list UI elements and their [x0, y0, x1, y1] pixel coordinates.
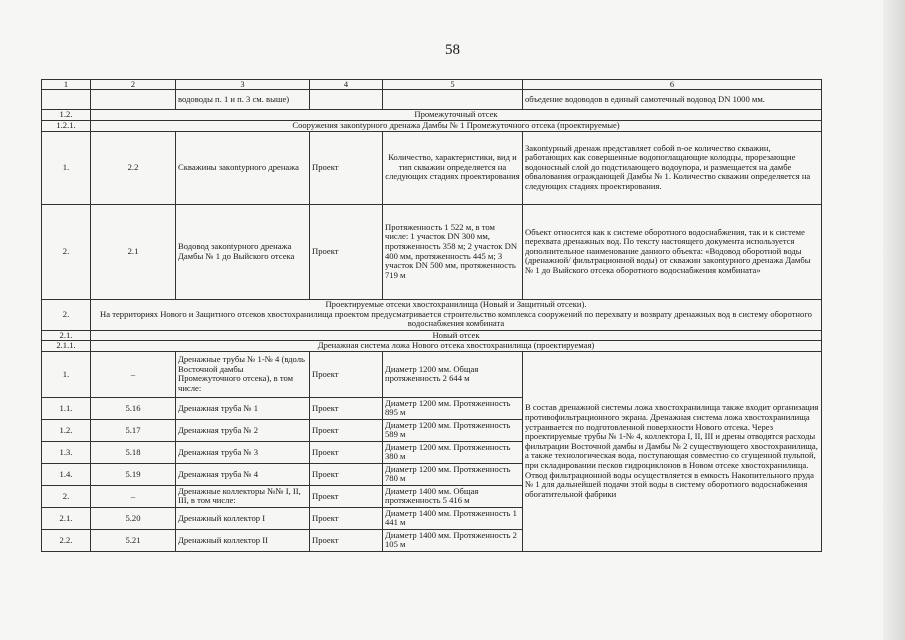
- section-number: 2.: [42, 299, 91, 330]
- row-status: Проект: [310, 131, 383, 204]
- row-params: Диаметр 1400 мм. Общая протяженность 5 416 м: [383, 485, 523, 507]
- header-cell: 2: [91, 80, 176, 90]
- row-params: Диаметр 1400 мм. Протяженность 1 441 м: [383, 507, 523, 529]
- page-edge-shadow: [883, 0, 905, 640]
- row-number: 1.2.: [42, 419, 91, 441]
- row-name: Водовод закontурного дренажа Дамбы № 1 до Выйского отсека: [176, 204, 310, 299]
- row-params: Диаметр 1200 мм. Протяженность 589 м: [383, 419, 523, 441]
- section-block: [91, 299, 822, 330]
- section-row: [42, 110, 822, 121]
- row-number: 1.3.: [42, 441, 91, 463]
- continuation-row: [42, 90, 822, 110]
- header-cell: 5: [383, 80, 523, 90]
- row-params: Диаметр 1200 мм. Общая протяженность 2 644 м: [383, 351, 523, 397]
- row-number: 2.1.: [42, 507, 91, 529]
- table-row: [42, 204, 822, 299]
- row-name: Скважины закontурного дренажа: [176, 131, 310, 204]
- row-ref: 5.19: [91, 463, 176, 485]
- row-status: Проект: [310, 204, 383, 299]
- row-status: Проект: [310, 441, 383, 463]
- row-status: Проект: [310, 485, 383, 507]
- row-ref: –: [91, 351, 176, 397]
- table-header-row: [42, 80, 822, 90]
- row-name: Дренажный коллектор II: [176, 529, 310, 551]
- row-desc: Закontурный дренаж представляет собой n-ое количество скважин, работающих как совершенные водопоглащающие колодцы, прорезающие водоносный слой до подстилающего водоупора, и размещается на дамбе обвалования ограждающей Дамбы № 1. Количество скважин определяется на следующих стадиях проектирования.: [523, 131, 822, 204]
- document-table: [41, 79, 822, 552]
- row-ref: 2.1: [91, 204, 176, 299]
- drain-system-desc: В состав дренажной системы ложа хвостохранилища также входит организация противофильтрационного экрана. Дренажная система ложа хвостохранилища устраивается по подготовленной поверхности Нового отсека. Через проектируемые трубы № 1-№ 4, коллектора I, II, III и дрены отводятся расходы фильтрации Восточной дамбы и Дамбы № 2 существующего хвостохранилища, а также технологическая вода, поступающая совместно со сгущенной пульпой, при складировании песков гидроциклонов в Новом отсеке хвостохранилища. Отвод фильтрационной воды осуществляется в емкость Накопительного пруда № 1 для дальнейшей подачи этой воды в систему оборотного водоснабжения обогатительной фабрики: [523, 351, 822, 551]
- row-status: Проект: [310, 419, 383, 441]
- row-name: Дренажные трубы № 1-№ 4 (вдоль Восточной дамбы Промежуточного отсека), в том числе:: [176, 351, 310, 397]
- row-number: 1.: [42, 131, 91, 204]
- row-name: Дренажная труба № 1: [176, 397, 310, 419]
- row-ref: –: [91, 485, 176, 507]
- row-params: Диаметр 1400 мм. Протяженность 2 105 м: [383, 529, 523, 551]
- continuation-desc: объедение водоводов в единый самотечный водовод DN 1000 мм.: [523, 90, 822, 110]
- section-title: Новый отсек: [91, 330, 822, 341]
- header-cell: 1: [42, 80, 91, 90]
- row-status: Проект: [310, 463, 383, 485]
- section-number: 1.2.: [42, 110, 91, 121]
- section-row: [42, 299, 822, 330]
- row-number: 1.: [42, 351, 91, 397]
- row-name: Дренажная труба № 3: [176, 441, 310, 463]
- section-title: Проектируемые отсеки хвостохранилища (Новый и Защитный отсеки).: [325, 299, 587, 310]
- section-number: 2.1.: [42, 330, 91, 341]
- row-name: Дренажная труба № 2: [176, 419, 310, 441]
- section-title: Промежуточный отсек: [91, 110, 822, 121]
- row-name: Дренажные коллекторы №№ I, II, III, в том числе:: [176, 485, 310, 507]
- page-number: 58: [445, 42, 460, 58]
- row-status: Проект: [310, 529, 383, 551]
- row-name: Дренажная труба № 4: [176, 463, 310, 485]
- header-cell: 3: [176, 80, 310, 90]
- row-number: 2.: [42, 485, 91, 507]
- row-number: 2.2.: [42, 529, 91, 551]
- table-row: [42, 351, 822, 397]
- row-ref: 5.20: [91, 507, 176, 529]
- row-ref: 5.17: [91, 419, 176, 441]
- row-params: Количество, характеристики, вид и тип скважин определяется на следующих стадиях проектирования: [383, 131, 523, 204]
- row-number: 1.4.: [42, 463, 91, 485]
- row-params: Протяженность 1 522 м, в том числе: 1 участок DN 300 мм, протяженность 358 м; 2 участок DN 400 мм, протяженность 445 м; 3 участок DN 500 мм, протяженность 719 м: [383, 204, 523, 299]
- header-cell: 6: [523, 80, 822, 90]
- continuation-name: водоводы п. 1 и п. 3 см. выше): [176, 90, 310, 110]
- row-ref: 5.18: [91, 441, 176, 463]
- row-number: 1.1.: [42, 397, 91, 419]
- row-status: Проект: [310, 351, 383, 397]
- row-params: Диаметр 1200 мм. Протяженность 380 м: [383, 441, 523, 463]
- row-status: Проект: [310, 507, 383, 529]
- row-name: Дренажный коллектор I: [176, 507, 310, 529]
- row-desc: Объект относится как к системе оборотного водоснабжения, так и к системе перехвата дренажных вод. По тексту настоящего документа используется дополнительное наименование данного объекта: «Водовод оборотной воды (дренажной/ фильтрационной воды) от скважин закontурного дренажа Дамбы № 1 до Выйского отсека оборотного водоснабжения комбината»: [523, 204, 822, 299]
- section-row: [42, 330, 822, 341]
- row-number: 2.: [42, 204, 91, 299]
- section-text: На территориях Нового и Защитного отсеков хвостохранилища проектом предусматривается строительство комплекса сооружений по перехвату и возврату дренажных вод в систему оборотного водоснабжения комбината: [100, 308, 812, 329]
- section-title: Сооружения закontурного дренажа Дамбы № 1 Промежуточного отсека (проектируемые): [91, 121, 822, 132]
- row-ref: 5.21: [91, 529, 176, 551]
- section-number: 2.1.1.: [42, 341, 91, 352]
- row-status: Проект: [310, 397, 383, 419]
- row-params: Диаметр 1200 мм. Протяженность 780 м: [383, 463, 523, 485]
- table-row: [42, 131, 822, 204]
- row-ref: 2.2: [91, 131, 176, 204]
- section-row: [42, 341, 822, 352]
- section-row: [42, 121, 822, 132]
- row-params: Диаметр 1200 мм. Протяженность 895 м: [383, 397, 523, 419]
- header-cell: 4: [310, 80, 383, 90]
- row-ref: 5.16: [91, 397, 176, 419]
- section-number: 1.2.1.: [42, 121, 91, 132]
- section-title: Дренажная система ложа Нового отсека хвостохранилища (проектируемая): [91, 341, 822, 352]
